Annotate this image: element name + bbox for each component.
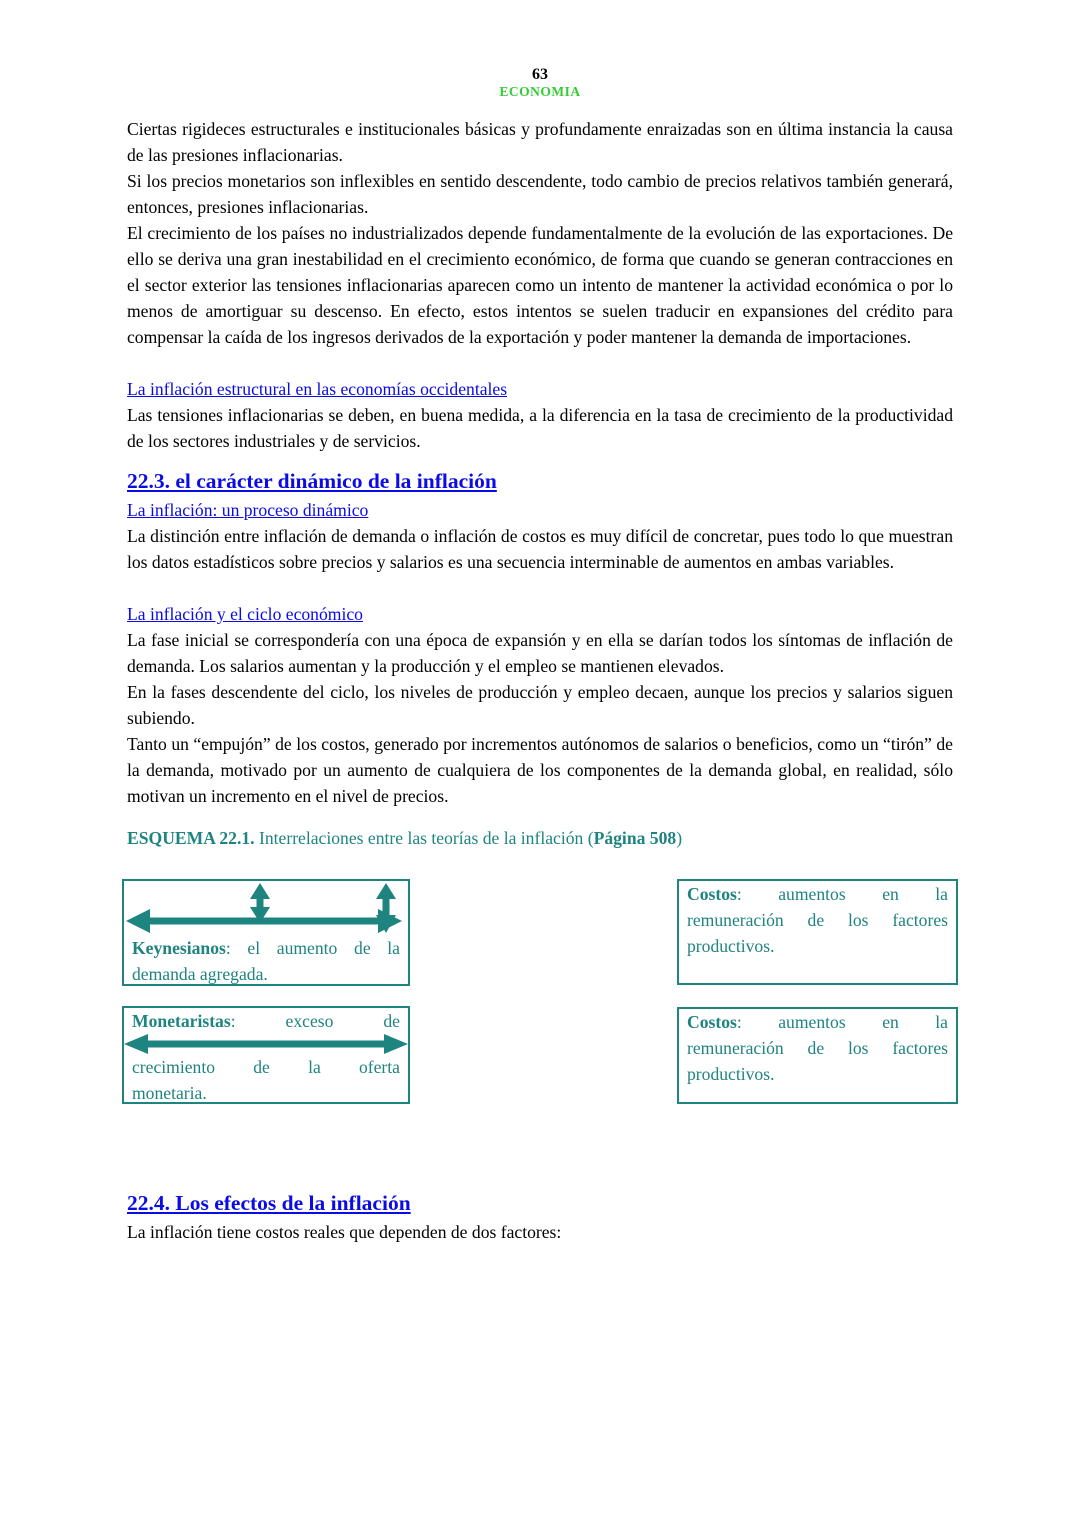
page-header xyxy=(0,0,1080,100)
diagram-box-keynesianos xyxy=(122,879,410,986)
box-costos-top-line2: remuneración de los factores xyxy=(687,910,948,930)
diagram-box-monetaristas xyxy=(122,1006,410,1104)
spacer xyxy=(127,575,953,601)
diagram-box-costos-top xyxy=(677,879,958,985)
box-costos-top-line1: Costos: aumentos en la xyxy=(687,884,948,904)
paragraph-tensiones: Las tensiones inflacionarias se deben, en buena medida, a la diferencia en la tasa de crecimiento de la productividad de los sectores industriales y de servicios. xyxy=(127,405,953,451)
paragraph-fase-descendente: En la fases descendente del ciclo, los niveles de producción y empleo decaen, aunque los precios y salarios siguen subiendo. xyxy=(127,682,953,728)
heading-proceso-dinamico: La inflación: un proceso dinámico xyxy=(127,500,369,520)
box-costos-bottom-line2: remuneración de los factores xyxy=(687,1038,948,1058)
esquema-label: ESQUEMA 22.1. xyxy=(127,828,255,848)
double-arrow-horizontal-vertical-icon xyxy=(124,881,408,935)
esquema-page-ref: Página 508 xyxy=(593,828,677,848)
spacer xyxy=(127,1106,953,1188)
esquema-diagram xyxy=(127,879,953,1106)
paragraph-empujon-tiron: Tanto un “empujón” de los costos, generado por incrementos autónomos de salarios o beneficios, como un “tirón” de la demanda, motivado por un aumento de cualquiera de los componentes de la demanda global, en realidad, sólo motivan un incremento en el nivel de precios. xyxy=(127,734,953,806)
page-number: 63 xyxy=(532,66,548,83)
heading-22-3: 22.3. el carácter dinámico de la inflación xyxy=(127,469,497,493)
spacer xyxy=(127,350,953,376)
double-arrow-horizontal-icon xyxy=(124,1034,408,1054)
paragraph-rigideces: Ciertas rigideces estructurales e institucionales básicas y profundamente enraizadas son en última instancia la causa de las presiones inflacionarias. xyxy=(127,119,953,165)
paragraph-fase-inicial: La fase inicial se correspondería con una época de expansión y en ella se darían todos los síntomas de inflación de demanda. Los salarios aumentan y la producción y el empleo se mantienen elevados. xyxy=(127,630,953,676)
box-costos-top-line3: productivos. xyxy=(687,936,775,956)
box-keynesianos-line1: Keynesianos: el aumento de la xyxy=(132,938,400,958)
box-costos-bottom-line1: Costos: aumentos en la xyxy=(687,1012,948,1032)
paragraph-crecimiento-paises: El crecimiento de los países no industrializados depende fundamentalmente de la evolución de las exportaciones. De ello se deriva una gran inestabilidad en el crecimiento económico, de forma que cuando se generan contracciones en el sector exterior las tensiones inflacionarias aparecen como un intento de mantener la actividad económica o por lo menos de amortiguar su descenso. En efecto, estos intentos se suelen traducir en expansiones del crédito para compensar la caída de los ingresos derivados de la exportación y poder mantener la demanda de importaciones. xyxy=(127,223,953,347)
paragraph-efectos-inflacion: La inflación tiene costos reales que dependen de dos factores: xyxy=(127,1222,562,1242)
spacer xyxy=(127,851,953,879)
box-monetaristas-line2: crecimiento de la oferta xyxy=(132,1057,400,1077)
heading-inflacion-estructural: La inflación estructural en las economías occidentales xyxy=(127,379,508,399)
esquema-caption: ESQUEMA 22.1. Interrelaciones entre las teorías de la inflación (Página 508) xyxy=(127,828,683,848)
box-monetaristas-line3: monetaria. xyxy=(132,1083,207,1103)
box-keynesianos-line2: demanda agregada. xyxy=(132,964,268,984)
subject-label: ECONOMIA xyxy=(499,84,581,99)
diagram-box-costos-bottom xyxy=(677,1007,958,1104)
spacer xyxy=(127,809,953,825)
page-content xyxy=(0,116,1080,1245)
box-monetaristas-line1: Monetaristas: exceso de xyxy=(132,1011,400,1031)
box-costos-bottom-line3: productivos. xyxy=(687,1064,775,1084)
heading-22-4: 22.4. Los efectos de la inflación xyxy=(127,1191,411,1215)
spacer xyxy=(127,454,953,466)
paragraph-precios-monetarios: Si los precios monetarios son inflexibles en sentido descendente, todo cambio de precios relativos también generará, entonces, presiones inflacionarias. xyxy=(127,171,953,217)
paragraph-distincion: La distinción entre inflación de demanda o inflación de costos es muy difícil de concretar, pues todo lo que muestran los datos estadísticos sobre precios y salarios es una secuencia interminable de aumentos en ambas variables. xyxy=(127,526,953,572)
heading-ciclo-economico: La inflación y el ciclo económico xyxy=(127,604,363,624)
